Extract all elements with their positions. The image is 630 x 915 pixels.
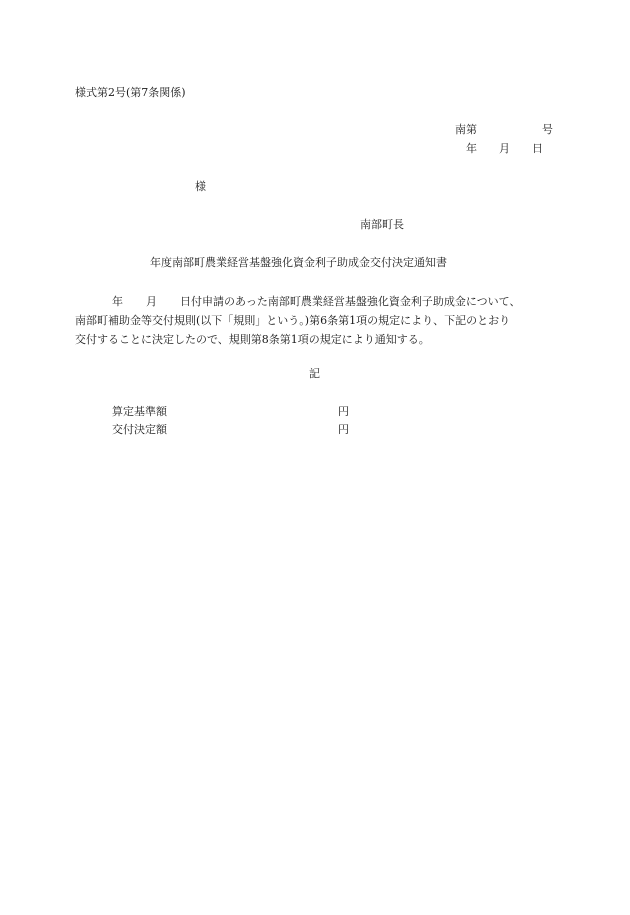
document-title: 年度南部町農業経営基盤強化資金利子助成金交付決定通知書 xyxy=(150,256,447,269)
body-line-1 xyxy=(75,292,555,311)
doc-number-prefix: 南第 xyxy=(455,123,477,136)
body-line-2: 南部町補助金等交付規則(以下「規則」という。)第6条第1項の規定により、下記のとおり xyxy=(75,314,511,327)
date-day-label: 日 xyxy=(532,142,543,155)
date-year-label: 年 xyxy=(466,142,477,155)
body-month-label: 月 xyxy=(146,295,157,308)
document-number-line xyxy=(455,124,553,135)
body-line-3: 交付することに決定したので、規則第8条第1項の規定により通知する。 xyxy=(75,333,430,346)
sender-name: 南部町長 xyxy=(360,218,404,231)
item-label: 算定基準額 xyxy=(112,405,167,418)
ki-heading: 記 xyxy=(309,367,320,380)
issue-date-line xyxy=(466,143,543,154)
doc-number-suffix: 号 xyxy=(542,123,553,136)
body-year-label: 年 xyxy=(112,295,123,308)
item-unit: 円 xyxy=(338,405,349,418)
item-label: 交付決定額 xyxy=(112,423,167,436)
item-unit: 円 xyxy=(338,423,349,436)
form-label: 様式第2号(第7条関係) xyxy=(75,86,186,99)
addressee-line: 様 xyxy=(195,180,206,193)
body-line-1-text: 日付申請のあった南部町農業経営基盤強化資金利子助成金について、 xyxy=(180,295,521,308)
date-month-label: 月 xyxy=(499,142,510,155)
body-paragraph xyxy=(75,292,555,349)
